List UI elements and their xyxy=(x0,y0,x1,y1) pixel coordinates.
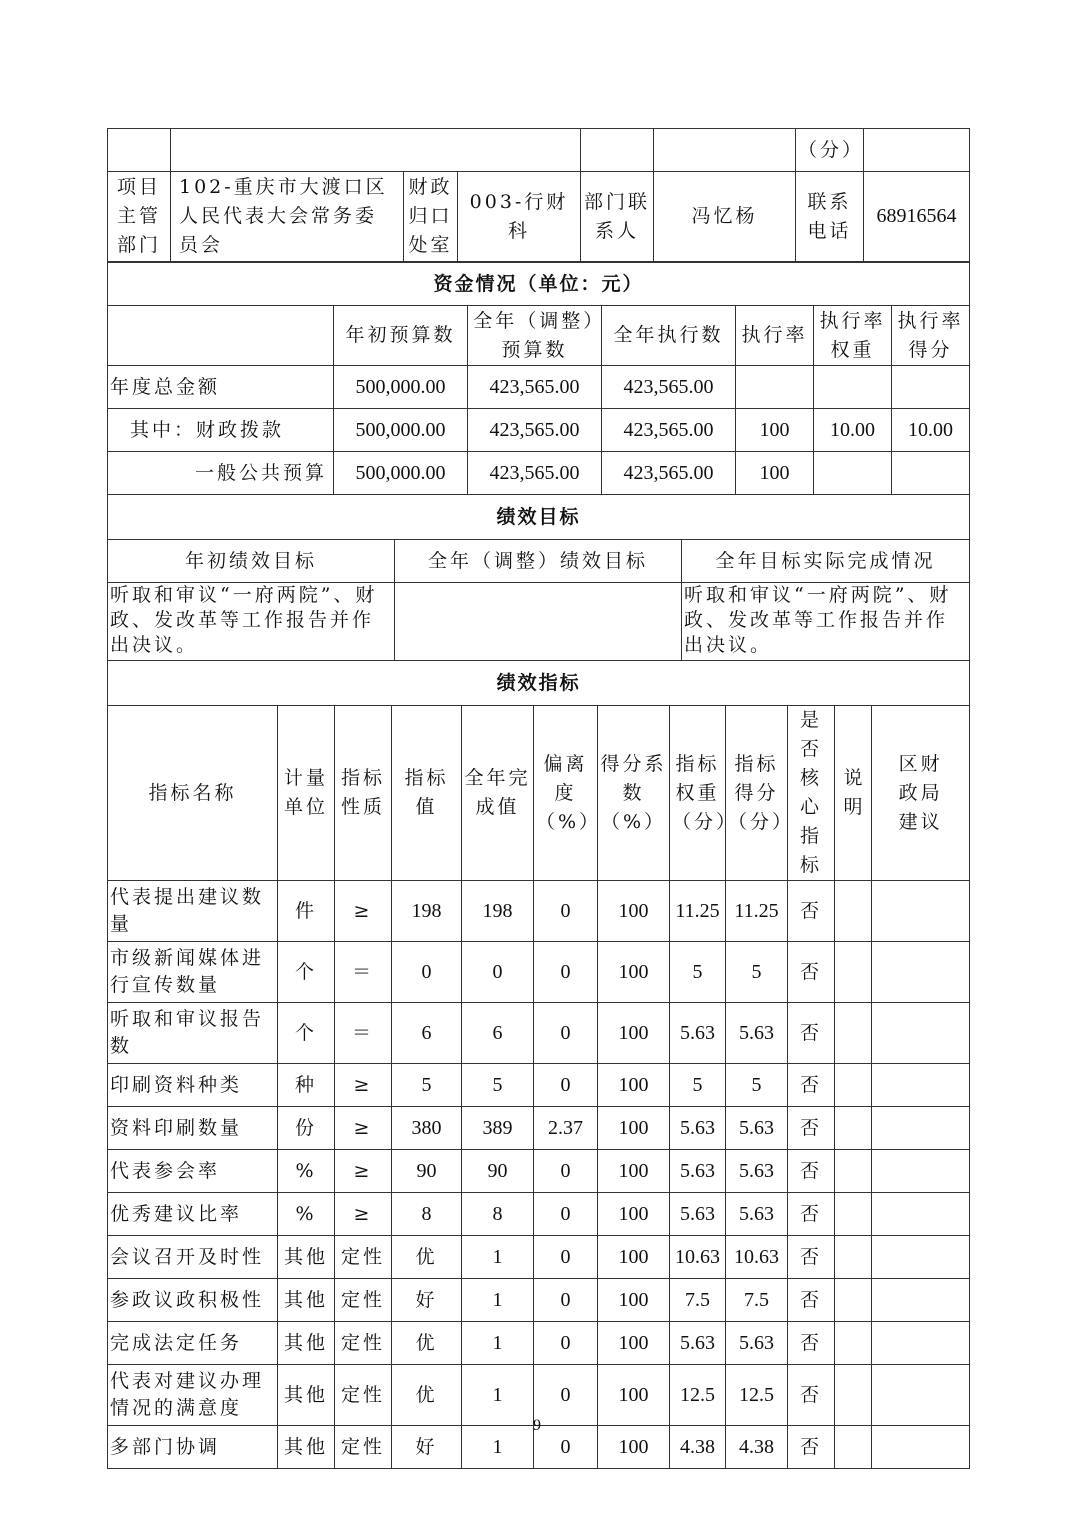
ind-head-target: 指标值 xyxy=(392,706,462,881)
indicator-advice xyxy=(872,1193,970,1236)
indicator-weight: 5 xyxy=(670,1064,726,1107)
goals-col-adjusted: 全年（调整）绩效目标 xyxy=(395,540,682,583)
goals-title: 绩效目标 xyxy=(108,495,970,540)
indicator-row xyxy=(108,942,970,1003)
indicator-advice xyxy=(872,1279,970,1322)
indicator-coef: 100 xyxy=(598,1064,670,1107)
indicator-weight: 5.63 xyxy=(670,1107,726,1150)
indicator-deviation: 0 xyxy=(534,1236,598,1279)
indicator-actual: 1 xyxy=(462,1322,534,1365)
indicator-unit: 其他 xyxy=(278,1279,335,1322)
indicator-weight: 5 xyxy=(670,942,726,1003)
indicator-weight: 4.38 xyxy=(670,1426,726,1469)
indicator-core: 否 xyxy=(788,1150,835,1193)
phone-value: 68916564 xyxy=(864,172,970,262)
indicator-actual: 1 xyxy=(462,1365,534,1426)
indicator-core: 否 xyxy=(788,942,835,1003)
contact-label: 部门联系人 xyxy=(581,172,654,262)
indicator-coef: 100 xyxy=(598,1365,670,1426)
indicator-unit: 份 xyxy=(278,1107,335,1150)
indicator-actual: 5 xyxy=(462,1064,534,1107)
indicator-name: 代表参会率 xyxy=(108,1150,278,1193)
indicator-score: 5.63 xyxy=(726,1322,788,1365)
indicator-unit: 其他 xyxy=(278,1236,335,1279)
indicator-unit: 个 xyxy=(278,942,335,1003)
indicator-target: 好 xyxy=(392,1426,462,1469)
indicator-row xyxy=(108,1236,970,1279)
indicator-actual: 1 xyxy=(462,1426,534,1469)
goals-actual-text: 听取和审议“一府两院”、财政、发改革等工作报告并作出决议。 xyxy=(682,583,970,661)
indicator-core: 否 xyxy=(788,1193,835,1236)
indicator-core: 否 xyxy=(788,1322,835,1365)
indicator-weight: 7.5 xyxy=(670,1279,726,1322)
indicator-target: 5 xyxy=(392,1064,462,1107)
indicator-name: 资料印刷数量 xyxy=(108,1107,278,1150)
indicator-note xyxy=(835,1003,872,1064)
page-number: 9 xyxy=(533,1417,541,1434)
indicator-row xyxy=(108,1107,970,1150)
indicator-deviation: 0 xyxy=(534,1426,598,1469)
indicator-actual: 90 xyxy=(462,1150,534,1193)
indicator-note xyxy=(835,942,872,1003)
indicator-deviation: 0 xyxy=(534,881,598,942)
indicator-nature: 定性 xyxy=(335,1236,392,1279)
indicator-nature: ＝ xyxy=(335,942,392,1003)
indicator-name: 完成法定任务 xyxy=(108,1322,278,1365)
indicator-score: 5.63 xyxy=(726,1003,788,1064)
indicators-title: 绩效指标 xyxy=(108,661,970,706)
indicator-coef: 100 xyxy=(598,881,670,942)
indicator-nature: ≥ xyxy=(335,881,392,942)
funds-table xyxy=(107,262,970,495)
indicator-coef: 100 xyxy=(598,1150,670,1193)
unit-label: （分） xyxy=(796,129,864,172)
indicator-coef: 100 xyxy=(598,1107,670,1150)
header-table xyxy=(107,128,970,262)
indicator-note xyxy=(835,881,872,942)
indicator-deviation: 0 xyxy=(534,1064,598,1107)
ind-head-advice: 区财政局建议 xyxy=(872,706,970,881)
indicator-weight: 5.63 xyxy=(670,1150,726,1193)
funds-row-name: 其中：财政拨款 xyxy=(108,409,334,452)
indicator-nature: ≥ xyxy=(335,1107,392,1150)
indicator-deviation: 0 xyxy=(534,1279,598,1322)
indicator-name: 会议召开及时性 xyxy=(108,1236,278,1279)
funds-col-initial: 年初预算数 xyxy=(334,306,468,366)
indicator-advice xyxy=(872,1150,970,1193)
indicator-note xyxy=(835,1322,872,1365)
indicator-target: 优 xyxy=(392,1365,462,1426)
funds-row: 其中：财政拨款 500,000.00 423,565.00 423,565.00 100 10.00 10.00 xyxy=(108,409,970,452)
indicator-weight: 5.63 xyxy=(670,1193,726,1236)
indicator-weight: 11.25 xyxy=(670,881,726,942)
indicator-name: 优秀建议比率 xyxy=(108,1193,278,1236)
indicator-deviation: 0 xyxy=(534,942,598,1003)
indicator-row xyxy=(108,1003,970,1064)
ind-head-name: 指标名称 xyxy=(108,706,278,881)
indicator-weight: 12.5 xyxy=(670,1365,726,1426)
goals-adjusted-text xyxy=(395,583,682,661)
indicator-coef: 100 xyxy=(598,1426,670,1469)
indicator-unit: 个 xyxy=(278,1003,335,1064)
indicator-actual: 8 xyxy=(462,1193,534,1236)
indicator-row xyxy=(108,1193,970,1236)
goals-table xyxy=(107,494,970,661)
indicator-target: 198 xyxy=(392,881,462,942)
funds-col-adjusted: 全年（调整）预算数 xyxy=(468,306,602,366)
indicator-score: 5 xyxy=(726,1064,788,1107)
indicator-deviation: 0 xyxy=(534,1322,598,1365)
indicator-nature: 定性 xyxy=(335,1322,392,1365)
indicator-score: 4.38 xyxy=(726,1426,788,1469)
ind-head-unit: 计量单位 xyxy=(278,706,335,881)
indicator-deviation: 2.37 xyxy=(534,1107,598,1150)
indicator-name: 市级新闻媒体进行宣传数量 xyxy=(108,942,278,1003)
indicator-name: 听取和审议报告数 xyxy=(108,1003,278,1064)
indicator-row xyxy=(108,1150,970,1193)
indicator-core: 否 xyxy=(788,1107,835,1150)
indicator-unit: 其他 xyxy=(278,1426,335,1469)
funds-row: 一般公共预算 500,000.00 423,565.00 423,565.00 100 xyxy=(108,452,970,495)
contact-value: 冯忆杨 xyxy=(654,172,796,262)
indicator-name: 代表提出建议数量 xyxy=(108,881,278,942)
ind-head-core: 是否核心指标 xyxy=(788,706,835,881)
indicator-deviation: 0 xyxy=(534,1193,598,1236)
office-value: 003-行财科 xyxy=(458,172,581,262)
indicator-row xyxy=(108,881,970,942)
indicator-core: 否 xyxy=(788,1426,835,1469)
indicator-row xyxy=(108,1279,970,1322)
indicator-advice xyxy=(872,1064,970,1107)
office-label: 财政归口处室 xyxy=(404,172,458,262)
indicator-target: 0 xyxy=(392,942,462,1003)
indicator-score: 10.63 xyxy=(726,1236,788,1279)
indicator-deviation: 0 xyxy=(534,1365,598,1426)
indicator-target: 6 xyxy=(392,1003,462,1064)
indicator-nature: ≥ xyxy=(335,1193,392,1236)
indicator-actual: 0 xyxy=(462,942,534,1003)
indicator-row xyxy=(108,1322,970,1365)
indicator-coef: 100 xyxy=(598,1003,670,1064)
indicator-coef: 100 xyxy=(598,942,670,1003)
indicator-target: 380 xyxy=(392,1107,462,1150)
indicator-score: 5 xyxy=(726,942,788,1003)
indicator-score: 5.63 xyxy=(726,1150,788,1193)
indicator-weight: 5.63 xyxy=(670,1003,726,1064)
indicator-name: 多部门协调 xyxy=(108,1426,278,1469)
indicator-advice xyxy=(872,881,970,942)
indicator-target: 90 xyxy=(392,1150,462,1193)
indicator-coef: 100 xyxy=(598,1322,670,1365)
ind-head-score: 指标得分（分） xyxy=(726,706,788,881)
indicator-weight: 10.63 xyxy=(670,1236,726,1279)
indicator-name: 参政议政积极性 xyxy=(108,1279,278,1322)
funds-col-weight: 执行率权重 xyxy=(814,306,892,366)
indicator-nature: 定性 xyxy=(335,1426,392,1469)
ind-head-weight: 指标权重（分） xyxy=(670,706,726,881)
indicator-target: 好 xyxy=(392,1279,462,1322)
funds-col-executed: 全年执行数 xyxy=(602,306,736,366)
indicator-name: 印刷资料种类 xyxy=(108,1064,278,1107)
goals-col-actual: 全年目标实际完成情况 xyxy=(682,540,970,583)
ind-head-deviation: 偏离度（%） xyxy=(534,706,598,881)
indicator-score: 11.25 xyxy=(726,881,788,942)
indicator-weight: 5.63 xyxy=(670,1322,726,1365)
indicator-core: 否 xyxy=(788,1365,835,1426)
indicator-advice xyxy=(872,1003,970,1064)
indicator-core: 否 xyxy=(788,1003,835,1064)
indicator-target: 优 xyxy=(392,1322,462,1365)
indicator-note xyxy=(835,1150,872,1193)
phone-label: 联系电话 xyxy=(796,172,864,262)
indicator-target: 优 xyxy=(392,1236,462,1279)
indicator-nature: ≥ xyxy=(335,1150,392,1193)
indicator-score: 5.63 xyxy=(726,1193,788,1236)
indicator-unit: 其他 xyxy=(278,1365,335,1426)
ind-head-actual: 全年完成值 xyxy=(462,706,534,881)
indicator-note xyxy=(835,1107,872,1150)
goals-initial-text: 听取和审议“一府两院”、财政、发改革等工作报告并作出决议。 xyxy=(108,583,395,661)
indicator-unit: 件 xyxy=(278,881,335,942)
indicator-deviation: 0 xyxy=(534,1003,598,1064)
indicator-unit: 种 xyxy=(278,1064,335,1107)
dept-label: 项目主管部门 xyxy=(108,172,171,262)
funds-col-score: 执行率得分 xyxy=(892,306,970,366)
funds-row-name: 一般公共预算 xyxy=(108,452,334,495)
indicator-score: 12.5 xyxy=(726,1365,788,1426)
indicator-core: 否 xyxy=(788,881,835,942)
indicator-nature: 定性 xyxy=(335,1279,392,1322)
indicator-nature: ＝ xyxy=(335,1003,392,1064)
indicator-note xyxy=(835,1193,872,1236)
funds-col-rate: 执行率 xyxy=(736,306,814,366)
indicator-actual: 198 xyxy=(462,881,534,942)
indicator-target: 8 xyxy=(392,1193,462,1236)
funds-row: 年度总金额 500,000.00 423,565.00 423,565.00 xyxy=(108,366,970,409)
indicator-name: 代表对建议办理情况的满意度 xyxy=(108,1365,278,1426)
indicator-advice xyxy=(872,1107,970,1150)
indicator-nature: 定性 xyxy=(335,1365,392,1426)
indicator-core: 否 xyxy=(788,1279,835,1322)
indicator-actual: 6 xyxy=(462,1003,534,1064)
indicator-actual: 1 xyxy=(462,1236,534,1279)
indicator-unit: % xyxy=(278,1150,335,1193)
goals-col-initial: 年初绩效目标 xyxy=(108,540,395,583)
indicator-core: 否 xyxy=(788,1064,835,1107)
indicator-score: 7.5 xyxy=(726,1279,788,1322)
indicator-advice xyxy=(872,1236,970,1279)
indicator-nature: ≥ xyxy=(335,1064,392,1107)
indicator-advice xyxy=(872,1322,970,1365)
indicator-unit: % xyxy=(278,1193,335,1236)
indicator-note xyxy=(835,1236,872,1279)
indicator-coef: 100 xyxy=(598,1279,670,1322)
indicator-note xyxy=(835,1279,872,1322)
indicator-score: 5.63 xyxy=(726,1107,788,1150)
dept-value: 102-重庆市大渡口区人民代表大会常务委员会 xyxy=(171,172,404,262)
ind-head-nature: 指标性质 xyxy=(335,706,392,881)
indicator-coef: 100 xyxy=(598,1236,670,1279)
funds-row-name: 年度总金额 xyxy=(108,366,334,409)
ind-head-note: 说明 xyxy=(835,706,872,881)
funds-title: 资金情况（单位：元） xyxy=(108,263,970,306)
indicators-table xyxy=(107,660,970,1469)
indicator-unit: 其他 xyxy=(278,1322,335,1365)
indicators-body xyxy=(108,881,970,1469)
indicator-actual: 389 xyxy=(462,1107,534,1150)
ind-head-coef: 得分系数（%） xyxy=(598,706,670,881)
indicator-advice xyxy=(872,942,970,1003)
indicator-row xyxy=(108,1064,970,1107)
indicator-note xyxy=(835,1064,872,1107)
indicator-actual: 1 xyxy=(462,1279,534,1322)
indicator-coef: 100 xyxy=(598,1193,670,1236)
indicator-core: 否 xyxy=(788,1236,835,1279)
indicator-deviation: 0 xyxy=(534,1150,598,1193)
